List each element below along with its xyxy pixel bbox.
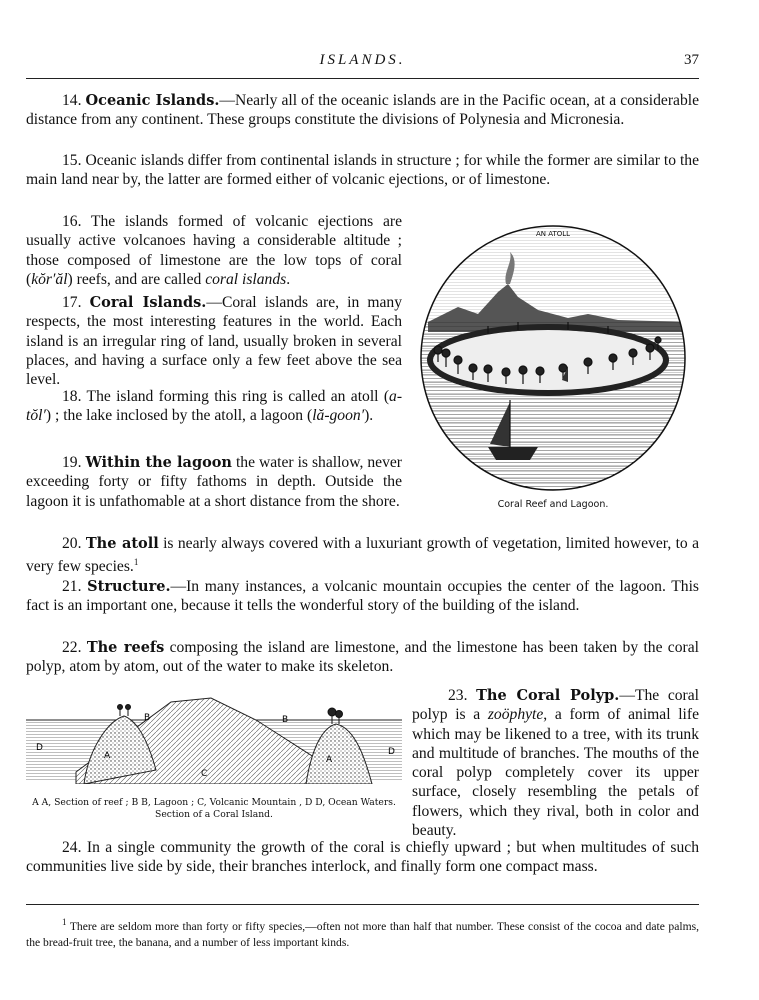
paragraph-heading: The Coral Polyp. xyxy=(476,687,620,704)
paragraph-number: 24. xyxy=(62,839,82,856)
label-a-right: A xyxy=(326,755,333,765)
paragraph-text: . xyxy=(286,270,291,288)
paragraph-15 xyxy=(26,151,699,190)
emphasis-term: zoöphyte xyxy=(487,706,544,724)
paragraph-number: 15. xyxy=(62,152,82,169)
emphasis-term: coral islands xyxy=(205,270,287,288)
label-a-left: A xyxy=(104,751,111,761)
paragraph-text: Oceanic islands differ from continental islands in structure ; for while the former are similar to the main land near by, the latter are formed either of volcanic ejections, or of limestone. xyxy=(26,152,699,189)
paragraph-number: 20. xyxy=(62,535,82,552)
paragraph-text: —In many instances, a volcanic mountain occupies the center of the lagoon. This fact is an important one, because it tells the wonderful story of the building of the island. xyxy=(26,578,699,615)
paragraph-number: 23. xyxy=(448,687,468,704)
paragraph-number: 16. xyxy=(62,213,82,230)
paragraph-text: ) ; the lake inclosed by the atoll, a lagoon ( xyxy=(45,407,313,425)
paragraph-19 xyxy=(26,453,402,511)
paragraph-23 xyxy=(412,686,699,840)
label-d-right: D xyxy=(388,747,395,757)
running-header xyxy=(26,52,699,79)
paragraph-21 xyxy=(26,577,699,616)
paragraph-text: —Nearly all of the oceanic islands are in the Pacific ocean, at a considerable distance from any continent. These groups constitute the divisions of Polynesia and Micronesia. xyxy=(26,92,699,129)
paragraph-text: —The coral polyp is a xyxy=(412,687,699,724)
label-b-right: B xyxy=(282,715,289,725)
footnote-divider xyxy=(26,904,699,905)
paragraph-text: the water is shallow, never exceeding forty or fifty fathoms in depth. Outside the lagoon it is unfathomable at a short distance from the shore. xyxy=(26,454,402,510)
paragraph-heading: Within the lagoon xyxy=(85,454,232,471)
footnote xyxy=(26,914,699,951)
section-caption xyxy=(26,797,402,821)
paragraph-heading: The reefs xyxy=(86,639,165,656)
atoll-banner: AN ATOLL xyxy=(535,230,571,238)
paragraph-number: 14. xyxy=(62,92,82,109)
paragraph-18 xyxy=(26,387,402,426)
paragraph-17 xyxy=(26,293,402,389)
paragraph-heading: The atoll xyxy=(85,535,159,552)
section-caption-legend: A A, Section of reef ; B B, Lagoon ; C, Volcanic Mountain , D D, Ocean Waters. xyxy=(32,797,396,808)
paragraph-text: The island forming this ring is called an atoll ( xyxy=(86,388,390,405)
paragraph-number: 18. xyxy=(62,388,82,405)
paragraph-text: —Coral islands are, in many respects, the most interesting features in the world. Each island is an irregular ring of land, usually broken in several places, and having a surface only a few feet above the sea level. xyxy=(26,294,403,389)
footnote-marker: 1 xyxy=(133,557,139,568)
paragraph-text: ). xyxy=(364,407,374,425)
footnote-number: 1 xyxy=(62,917,67,927)
paragraph-text: In a single community the growth of the coral is chiefly upward ; but when multitudes of such communities live side by side, their branches interlock, and finally form one compact mass. xyxy=(26,839,699,876)
paragraph-number: 21. xyxy=(62,578,82,595)
label-d-left: D xyxy=(36,743,43,753)
paragraph-text: The islands formed of volcanic ejections are usually active volcanoes having a considerable altitude ; those composed of limestone are the low tops of coral ( xyxy=(26,213,402,288)
paragraph-number: 17. xyxy=(62,294,82,311)
page-number: 37 xyxy=(684,52,699,68)
paragraph-20 xyxy=(26,534,699,577)
pronunciation: a-tŏl′ xyxy=(26,388,403,425)
paragraph-text: ) reefs, and are called xyxy=(67,270,206,288)
pronunciation: lă-goon′ xyxy=(312,407,365,425)
atoll-caption: Coral Reef and Lagoon. xyxy=(497,499,609,510)
paragraph-text: composing the island are limestone, and the limestone has been taken by the coral polyp, atom by atom, out of the water to make its skeleton. xyxy=(26,639,699,676)
footnote-text: There are seldom more than forty or fifty species,—often not more than half that number. These consist of the cocoa and date palms, the bread-fruit tree, the banana, and a number of less important kinds. xyxy=(26,919,699,949)
pronunciation: kŏr′ăl xyxy=(31,270,68,288)
paragraph-text: is nearly always covered with a luxuriant growth of vegetation, limited however, to a very few species. xyxy=(26,535,699,576)
label-b-left: B xyxy=(144,713,151,723)
atoll-illustration xyxy=(418,222,688,494)
paragraph-14 xyxy=(26,91,699,130)
coral-island-section-diagram xyxy=(26,692,402,796)
paragraph-16 xyxy=(26,212,402,289)
paragraph-22 xyxy=(26,638,699,677)
label-c: C xyxy=(201,769,208,779)
running-title: ISLANDS. xyxy=(319,52,406,68)
paragraph-heading: Structure. xyxy=(87,578,171,595)
paragraph-number: 22. xyxy=(62,639,82,656)
paragraph-number: 19. xyxy=(62,454,82,471)
section-caption-title: Section of a Coral Island. xyxy=(155,809,273,820)
paragraph-text: , a form of animal life which may be likened to a tree, with its trunk and multitude of branches. The mouths of the coral polyp completely cover its upper surface, closely resembling the petals of flowers, which they rival, both in color and beauty. xyxy=(412,706,699,840)
paragraph-24 xyxy=(26,838,699,877)
paragraph-heading: Coral Islands. xyxy=(89,294,207,311)
paragraph-heading: Oceanic Islands. xyxy=(85,92,220,109)
